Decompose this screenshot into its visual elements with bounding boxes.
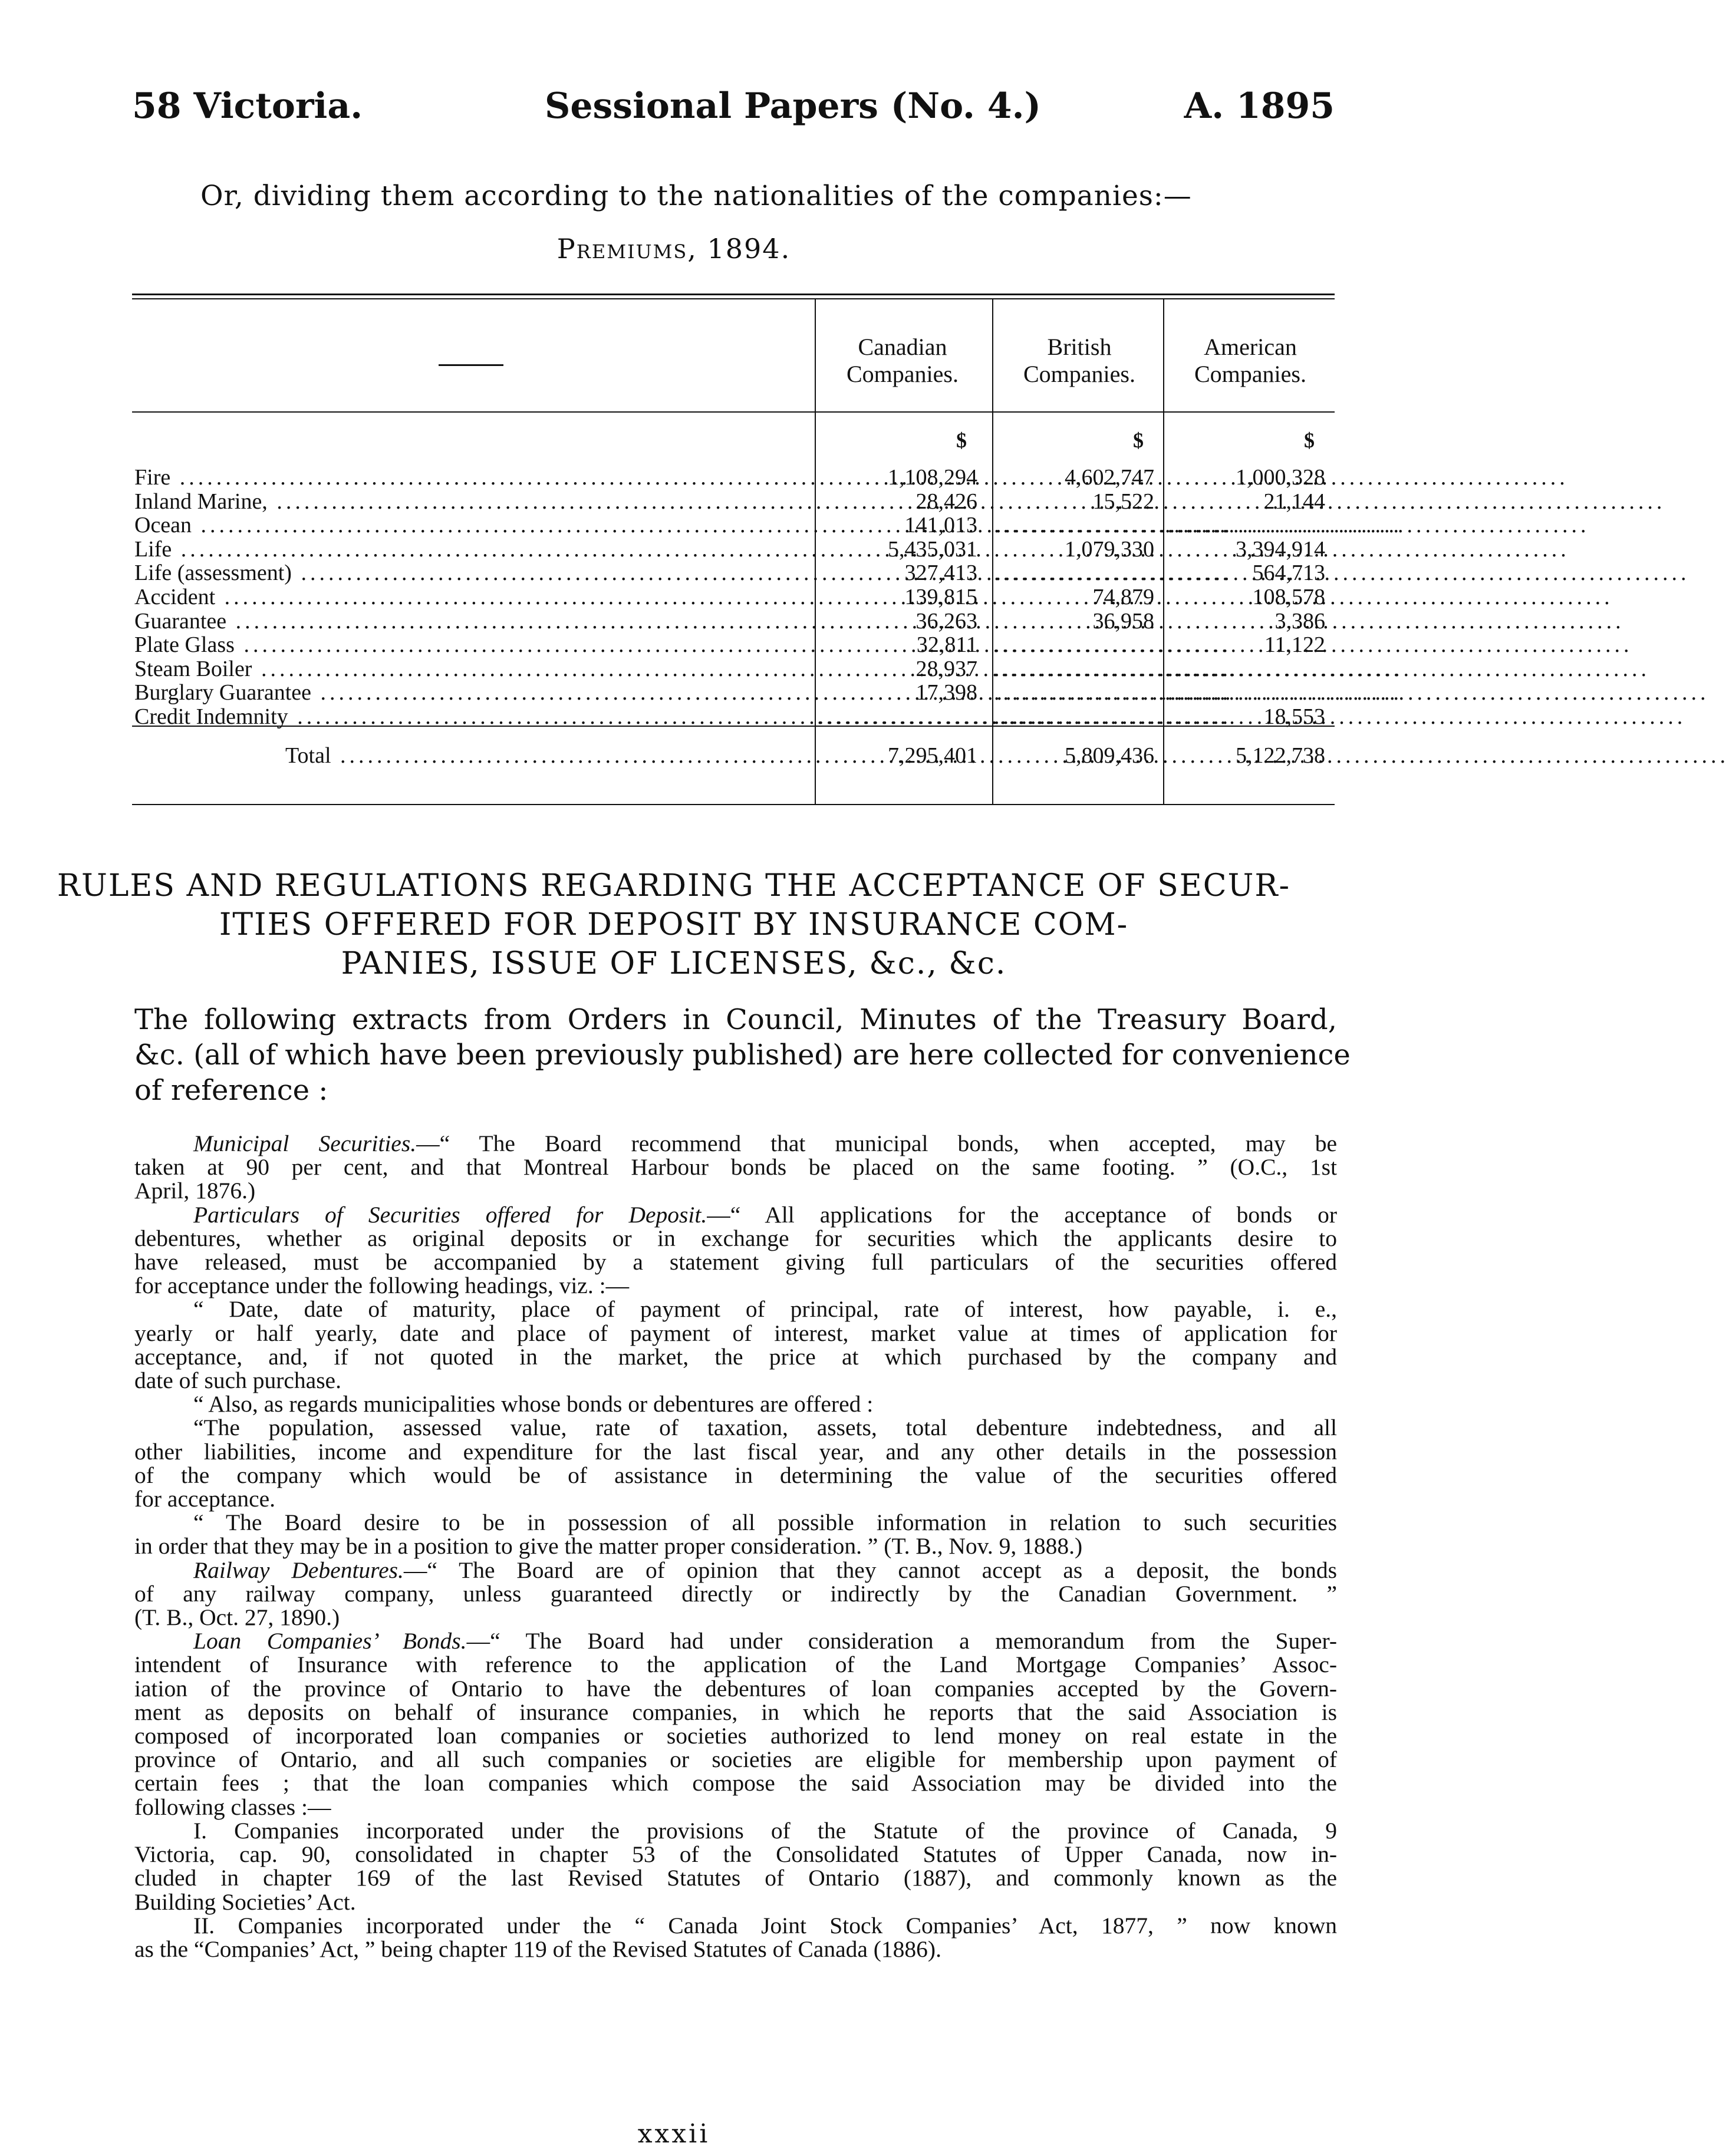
table-row: [132, 680, 1402, 706]
table-row: [132, 656, 1402, 681]
body-paragraph: [134, 1297, 1337, 1392]
section-heading-italic: Railway Debentures.: [193, 1557, 404, 1583]
table-row: [132, 466, 1335, 489]
cell-british: 1,079,330: [1065, 536, 1154, 562]
cell-american: 564,713: [1252, 561, 1325, 586]
table-row: [132, 538, 1335, 561]
running-header: [132, 85, 1335, 139]
body-line: of any railway company, unless guaranteed directly or indirectly by the Canadian Government. ”: [134, 1580, 1337, 1607]
row-label: Inland Marine, .....: [134, 490, 816, 513]
body-line: “ The Board desire to be in possession of all possible information in relation to such securities: [193, 1509, 1337, 1536]
rules-title: [0, 866, 1348, 983]
cell-american: 108,578: [1252, 585, 1325, 609]
body-paragraph: [134, 1558, 1337, 1630]
column-header-line: Companies.: [1194, 361, 1306, 387]
header-title: Sessional Papers (No. 4.): [545, 85, 1041, 127]
column-header-line: Companies.: [1023, 361, 1135, 387]
body-paragraph: [134, 1629, 1337, 1819]
table-row: [132, 705, 1335, 728]
cell-american: 11,122: [1264, 632, 1325, 658]
cell-empty-leader: ..........................: [994, 680, 1231, 706]
table-row: [132, 561, 1335, 585]
body-paragraph: [134, 1819, 1337, 1914]
lead-line: The following extracts from Orders in Council, Minutes of the Treasury Board,: [134, 1003, 1337, 1036]
cell-empty-leader: ..........................: [994, 632, 1231, 658]
cell-empty-leader: ..........................: [994, 656, 1231, 681]
body-line: II. Companies incorporated under the “ Canada Joint Stock Companies’ Act, 1877, ” now known: [193, 1912, 1337, 1939]
table-row: [132, 513, 1402, 538]
cell-british: 4,602,747: [1065, 465, 1154, 490]
lead-line: of reference :: [134, 1074, 328, 1107]
body-line: iation of the province of Ontario to have the debentures of loan companies accepted by the Govern-: [134, 1675, 1337, 1702]
cell-empty-leader: ..........................: [1165, 656, 1402, 681]
lead-paragraph: [134, 1002, 1351, 1108]
section-heading-italic: Loan Companies’ Bonds.: [193, 1628, 467, 1654]
cell-canadian: 327,413: [904, 561, 977, 586]
body-line: following classes :—: [134, 1794, 331, 1820]
header-session: 58 Victoria.: [132, 85, 363, 127]
table-row: [132, 490, 1335, 513]
header-year: A. 1895: [1184, 85, 1335, 127]
row-label: Life (assessment) .....: [134, 561, 816, 585]
cell-canadian: 17,398: [915, 680, 977, 706]
row-label: Total .....: [285, 744, 814, 767]
body-text: [134, 1132, 1337, 1961]
table-bottom-rule: [132, 804, 1335, 805]
body-line: Railway Debentures.—“ The Board are of opinion that they cannot accept as a deposit, the bonds: [193, 1557, 1337, 1583]
body-line: as the “Companies’ Act, ” being chapter 119 of the Revised Statutes of Canada (1886).: [134, 1936, 941, 1962]
table-header-rule: [132, 411, 1335, 413]
cell-american: 5,122,738: [1236, 743, 1325, 768]
table-row: [132, 633, 1335, 657]
cell-empty-leader: ..........................: [994, 704, 1231, 729]
section-heading-italic: Particulars of Securities offered for Deposit.: [193, 1201, 707, 1228]
row-label: Fire .....: [134, 466, 816, 489]
body-line: taken at 90 per cent, and that Montreal Harbour bonds be placed on the same footing. ” (O.C., 1st: [134, 1154, 1337, 1181]
row-label: Accident .....: [134, 585, 816, 609]
cell-empty-leader: ..........................: [1165, 513, 1402, 538]
cell-canadian: 36,263: [915, 608, 977, 634]
premiums-table: [132, 288, 1402, 812]
column-header-british: [994, 334, 1165, 388]
body-paragraph: [134, 1416, 1337, 1511]
lead-line: &c. (all of which have been previously published) are here collected for convenience: [134, 1039, 1351, 1072]
row-label: Guarantee .....: [134, 609, 816, 633]
rules-title-line: PANIES, ISSUE OF LICENSES, &c., &c.: [341, 946, 1007, 981]
table-top-rule-thin: [132, 298, 1335, 299]
body-line: cluded in chapter 169 of the last Revised Statutes of Ontario (1887), and commonly known as the: [134, 1865, 1337, 1891]
column-header-line: British: [1047, 334, 1112, 360]
cell-american: 21,144: [1263, 489, 1325, 514]
cell-canadian: 32,811: [916, 632, 977, 658]
cell-american: 3,394,914: [1236, 536, 1325, 562]
table-title: [0, 233, 1348, 265]
currency-symbol: $: [1133, 428, 1144, 452]
body-line: “The population, assessed value, rate of taxation, assets, total debenture indebtedness, and all: [193, 1415, 1337, 1441]
cell-canadian: 1,108,294: [888, 465, 977, 490]
body-line: acceptance, and, if not quoted in the market, the price at which purchased by the company and: [134, 1343, 1337, 1370]
body-line: April, 1876.): [134, 1178, 256, 1204]
body-paragraph: [134, 1132, 1337, 1203]
row-label: Steam Boiler .....: [134, 657, 816, 681]
cell-empty-leader: ..........................: [1165, 680, 1402, 706]
cell-canadian: 28,426: [915, 489, 977, 514]
table-row: [132, 609, 1335, 633]
cell-british: 15,522: [1092, 489, 1154, 514]
body-line: Victoria, cap. 90, consolidated in chapter 53 of the Consolidated Statutes of Upper Canada, now in-: [134, 1841, 1337, 1868]
body-line: Municipal Securities.—“ The Board recommend that municipal bonds, when accepted, may be: [193, 1130, 1337, 1156]
rules-title-line: ITIES OFFERED FOR DEPOSIT BY INSURANCE COM-: [219, 907, 1129, 942]
cell-canadian: 5,435,031: [888, 536, 977, 562]
cell-british: 36,958: [1092, 608, 1154, 634]
cell-empty-leader: ..........................: [994, 561, 1231, 586]
row-label: Credit Indemnity .....: [134, 705, 816, 728]
cell-empty-leader: ..........................: [994, 513, 1231, 538]
body-line: for acceptance.: [134, 1486, 276, 1512]
table-total-row: [132, 744, 1335, 767]
body-line: for acceptance under the following headings, viz. :—: [134, 1272, 630, 1299]
body-line: “ Date, date of maturity, place of payment of principal, rate of interest, how payable, i. e.,: [193, 1296, 1337, 1323]
body-line: of the company which would be of assistance in determining the value of the securities offered: [134, 1462, 1337, 1488]
cell-canadian: 28,937: [915, 656, 977, 681]
column-header-line: Companies.: [847, 361, 959, 387]
cell-empty-leader: ..........................: [817, 704, 1055, 729]
column-header-american: [1165, 334, 1336, 388]
body-paragraph: [134, 1203, 1337, 1298]
row-label: Life .....: [134, 538, 816, 561]
body-line: Loan Companies’ Bonds.—“ The Board had under consideration a memorandum from the Super-: [193, 1628, 1337, 1654]
cell-american: 18,553: [1263, 704, 1325, 729]
header-dash: [439, 364, 503, 366]
intro-text: Or, dividing them according to the nationalities of the companies:—: [200, 180, 1192, 212]
body-line: Building Societies’ Act.: [134, 1888, 356, 1915]
row-label: Ocean .....: [134, 513, 816, 537]
body-line: composed of incorporated loan companies or societies authorized to lend money on real estate in the: [134, 1723, 1337, 1749]
body-line: Particulars of Securities offered for Deposit.—“ All applications for the acceptance of bonds or: [193, 1201, 1337, 1228]
body-line: (T. B., Oct. 27, 1890.): [134, 1604, 340, 1631]
section-heading-italic: Municipal Securities.: [193, 1130, 417, 1156]
body-paragraph: [134, 1914, 1337, 1961]
row-label: Plate Glass .....: [134, 633, 816, 657]
column-header-canadian: [817, 334, 988, 388]
cell-british: 74,879: [1092, 585, 1154, 609]
cell-american: 3,386: [1274, 608, 1325, 634]
body-line: intendent of Insurance with reference to the application of the Land Mortgage Companies’ Assoc-: [134, 1651, 1337, 1678]
body-line: ment as deposits on behalf of insurance companies, in which he reports that the said Association is: [134, 1699, 1337, 1725]
cell-american: 1,000,328: [1236, 465, 1325, 490]
body-line: I. Companies incorporated under the provisions of the Statute of the province of Canada, 9: [193, 1817, 1337, 1844]
cell-british: 5,809,436: [1065, 743, 1154, 768]
body-line: “ Also, as regards municipalities whose bonds or debentures are offered :: [193, 1391, 874, 1417]
currency-symbol: $: [1304, 428, 1315, 452]
cell-canadian: 7,295,401: [888, 743, 977, 768]
body-line: have released, must be accompanied by a statement giving full particulars of the securities offered: [134, 1249, 1337, 1275]
body-line: other liabilities, income and expenditure for the last fiscal year, and any other details in the possession: [134, 1438, 1337, 1465]
rules-title-line: RULES AND REGULATIONS REGARDING THE ACCEPTANCE OF SECUR-: [57, 868, 1291, 904]
body-line: yearly or half yearly, date and place of payment of interest, market value at times of application for: [134, 1320, 1337, 1346]
cell-canadian: 139,815: [904, 585, 977, 609]
page-number: xxxii: [637, 2119, 710, 2149]
body-line: debentures, whether as original deposits or in exchange for securities which the applicants desire to: [134, 1225, 1337, 1251]
body-line: in order that they may be in a position to give the matter proper consideration. ” (T. B., Nov. 9, 1888.): [134, 1533, 1083, 1560]
column-header-line: American: [1204, 334, 1297, 360]
table-row: [132, 585, 1335, 609]
body-paragraph: [134, 1511, 1337, 1558]
table-title-text: Premiums, 1894.: [556, 233, 791, 265]
row-label: Burglary Guarantee .....: [134, 681, 816, 704]
table-top-rule: [132, 294, 1335, 295]
body-line: date of such purchase.: [134, 1367, 341, 1394]
body-paragraph: [134, 1392, 1337, 1416]
body-line: certain fees ; that the loan companies which compose the said Association may be divided into the: [134, 1770, 1337, 1796]
column-header-line: Canadian: [858, 334, 947, 360]
currency-symbol: $: [956, 428, 967, 452]
body-line: province of Ontario, and all such companies or societies are eligible for membership upon payment of: [134, 1746, 1337, 1773]
cell-canadian: 141,013: [904, 513, 977, 538]
